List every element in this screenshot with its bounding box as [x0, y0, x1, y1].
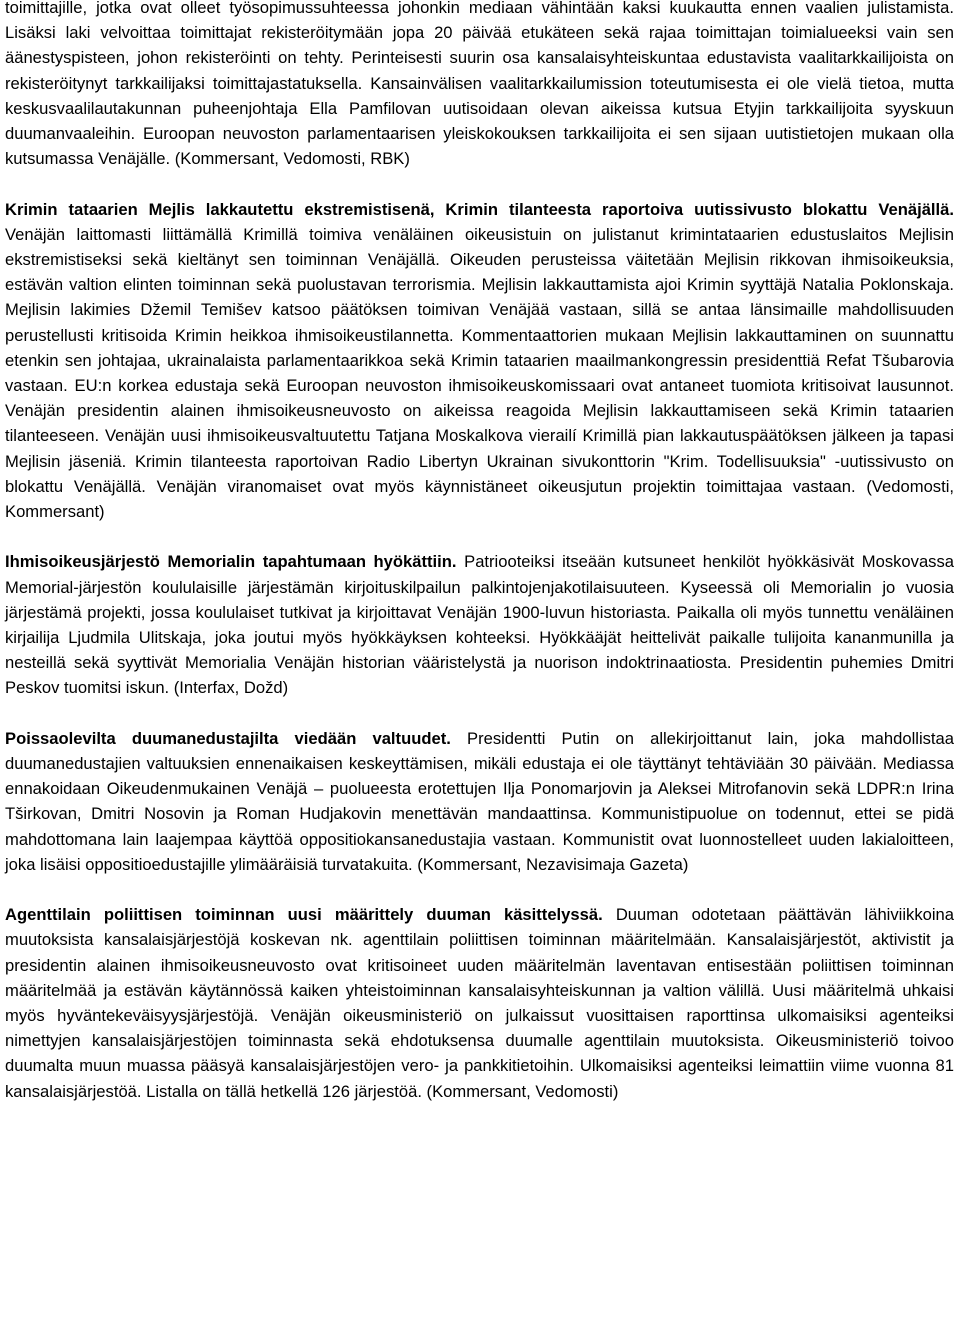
article-heading: Poissaolevilta duumanedustajilta viedään valtuudet.: [5, 728, 451, 748]
paragraph-gap: [5, 877, 954, 902]
article-heading: Krimin tataarien Mejlis lakkautettu ekstremistisenä, Krimin tilanteesta raportoiva uutissivusto blokattu Venäjällä.: [5, 199, 954, 219]
paragraph-gap: [5, 701, 954, 726]
article-body: Presidentti Putin on allekirjoittanut lain, joka mahdollistaa duumanedustajien valtuuksien ennenaikaisen keskeyttämisen, mikäli edustaja ei ole täyttänyt tehtäviään 30 päivään. Mediassa ennakoidaan Oikeudenmukainen Venäjä – puolueesta erotettujen Ilja Ponomarjovin ja Aleksei Mitrofanovin sekä LDPR:n Irina Tširkovan, Dmitri Nosovin ja Roman Hudjakovin menettävän mandaattinsa. Kommunistipuolue on todennut, ettei se pidä mahdottomana lain laajempaa käyttöä oppositiokansanedustajia vastaan. Kommunistit ovat luonnostelleet uuden lakialoitteen, joka lisäisi oppositioedustajille ylimääräisiä turvatakuita. (Kommersant, Nezavisimaja Gazeta): [5, 728, 954, 874]
article-heading: Ihmisoikeusjärjestö Memorialin tapahtumaan hyökättiin.: [5, 552, 457, 572]
article-duma-mandates: [5, 726, 954, 877]
article-mejlis: [5, 197, 954, 525]
article-memorial: [5, 549, 954, 700]
paragraph-gap: [5, 524, 954, 549]
article-heading: Agenttilain poliittisen toiminnan uusi määrittely duuman käsittelyssä.: [5, 905, 603, 925]
article-body: Patriooteiksi itseään kutsuneet henkilöt hyökkäsivät Moskovassa Memorial-järjestön koululaisille järjestämän kirjoituskilpailun palkintojenjakotilaisuuteen. Kyseessä oli Memorialin jo vuosia järjestämä projekti, jossa koululaiset tutkivat ja kirjoittavat Venäjän 1900-luvun historiasta. Paikalla oli myös tunnettu venäläinen kirjailija Ljudmila Ulitskaja, joka joutui myös hyökkäyksen kohteeksi. Hyökkääjät heittelivät paikalle tulijoita kananmunilla ja nesteillä sekä syyttivät Memorialia Venäjän historian vääristelystä ja nuorison indoktrinaatiosta. Presidentin puhemies Dmitri Peskov tuomitsi iskun. (Interfax, Dožd): [5, 552, 954, 698]
paragraph-gap: [5, 171, 954, 196]
article-body: Duuman odotetaan päättävän lähiviikkoina muutoksista kansalaisjärjestöjä koskevan nk. agenttilain poliittisen toiminnan määritelmään. Kansalaisjärjestöt, aktivistit ja presidentin alainen ihmisoikeusneuvosto ovat kritisoineet uuden määritelmän laventavan entisestään poliittisen toiminnan määritelmää ja estävän käytännössä kaiken yhteistoiminnan kansalaisyhteiskunnan ja valtion välillä. Uusi määritelmä uhkaisi myös hyväntekeväisyysjärjestöjä. Venäjän oikeusministeriö on julkaissut vuosittaisen raporttinsa ulkomaisiksi agenteiksi nimettyjen kansalaisjärjestöjen toiminnasta sekä ehdotuksensa duumalle agenttilain muutoksista. Oikeusministeriö toivoo duumalta muun muassa pääsyä kansalaisjärjestöjen vero- ja pankkitietoihin. Ulkomaisiksi agenteiksi leimattiin viime vuonna 81 kansalaisjärjestöä. Listalla on tällä hetkellä 126 järjestöä. (Kommersant, Vedomosti): [5, 905, 954, 1101]
article-continuation: [5, 0, 954, 171]
article-agent-law: [5, 902, 954, 1104]
article-body: toimittajille, jotka ovat olleet työsopimussuhteessa johonkin mediaan vähintään kaksi kuukautta ennen vaalien julistamista. Lisäksi laki velvoittaa toimittajat rekisteröitymään jopa 20 päivää etukäteen sekä rajaa toimittajan toimialueeksi vain sen äänestyspisteen, johon rekisteröinti on tehty. Perinteisesti suurin osa kansalaisyhteiskuntaa edustavista vaalitarkkailijoista on rekisteröitynyt tarkkailijaksi toimittajastatuksella. Kansainvälisen vaalitarkkailumission toteutumisesta ei ole vielä tietoa, mutta keskusvaalilautakunnan puheenjohtaja Ella Pamfilovan uutisoidaan olevan aikeissa kutsua Etyjin tarkkailijoita syyskuun duumanvaaleihin. Euroopan neuvoston parlamentaarisen yleiskokouksen tarkkailijoita ei sen sijaan uutistietojen mukaan olla kutsumassa Venäjälle. (Kommersant, Vedomosti, RBK): [5, 0, 954, 169]
article-body: Venäjän laittomasti liittämällä Krimillä toimiva venäläinen oikeusistuin on julistanut krimintataarien edustuslaitos Mejlisin ekstremistiseksi sekä kieltänyt sen toiminnan Venäjällä. Oikeuden perusteissa väitetään Mejlisin rikkovan ihmisoikeuksia, estävän valtion elinten toiminnan sekä puolustavan terrorismia. Mejlisin lakkauttamista ajoi Krimin syyttäjä Natalia Poklonskaja. Mejlisin lakimies Džemil Temišev katsoo päätöksen toimivan Venäjää vastaan, sillä se antaa länsimaille mahdollisuuden perustellusti kritisoida Krimin heikkoa ihmisoikeustilannetta. Kommentaattorien mukaan Mejlisin lakkauttaminen on suunnattu etenkin sen johtajaa, ukrainalaista parlamentaarikkoa sekä Krimin tataarien maailmankongressin presidenttiä Refat Tšubarovia vastaan. EU:n korkea edustaja sekä Euroopan neuvoston ihmisoikeuskomissaari ovat antaneet tuomiota kritisoivat lausunnot. Venäjän presidentin alainen ihmisoikeusneuvosto on aikeissa reagoida Mejlisin lakkauttamiseen sekä Krimin tataarien tilanteeseen. Venäjän uusi ihmisoikeusvaltuutettu Tatjana Moskalkova vierailí Krimillä pian lakkautuspäätöksen jälkeen ja tapasi Mejlisin jäseniä. Krimin tilanteesta raportoivan Radio Libertyn Ukrainan sivukonttorin "Krim. Todellisuuksia" -uutissivusto on blokattu Venäjällä. Venäjän viranomaiset ovat myös käynnistäneet oikeusjutun projektin toimittajaa vastaan. (Vedomosti, Kommersant): [5, 224, 954, 522]
